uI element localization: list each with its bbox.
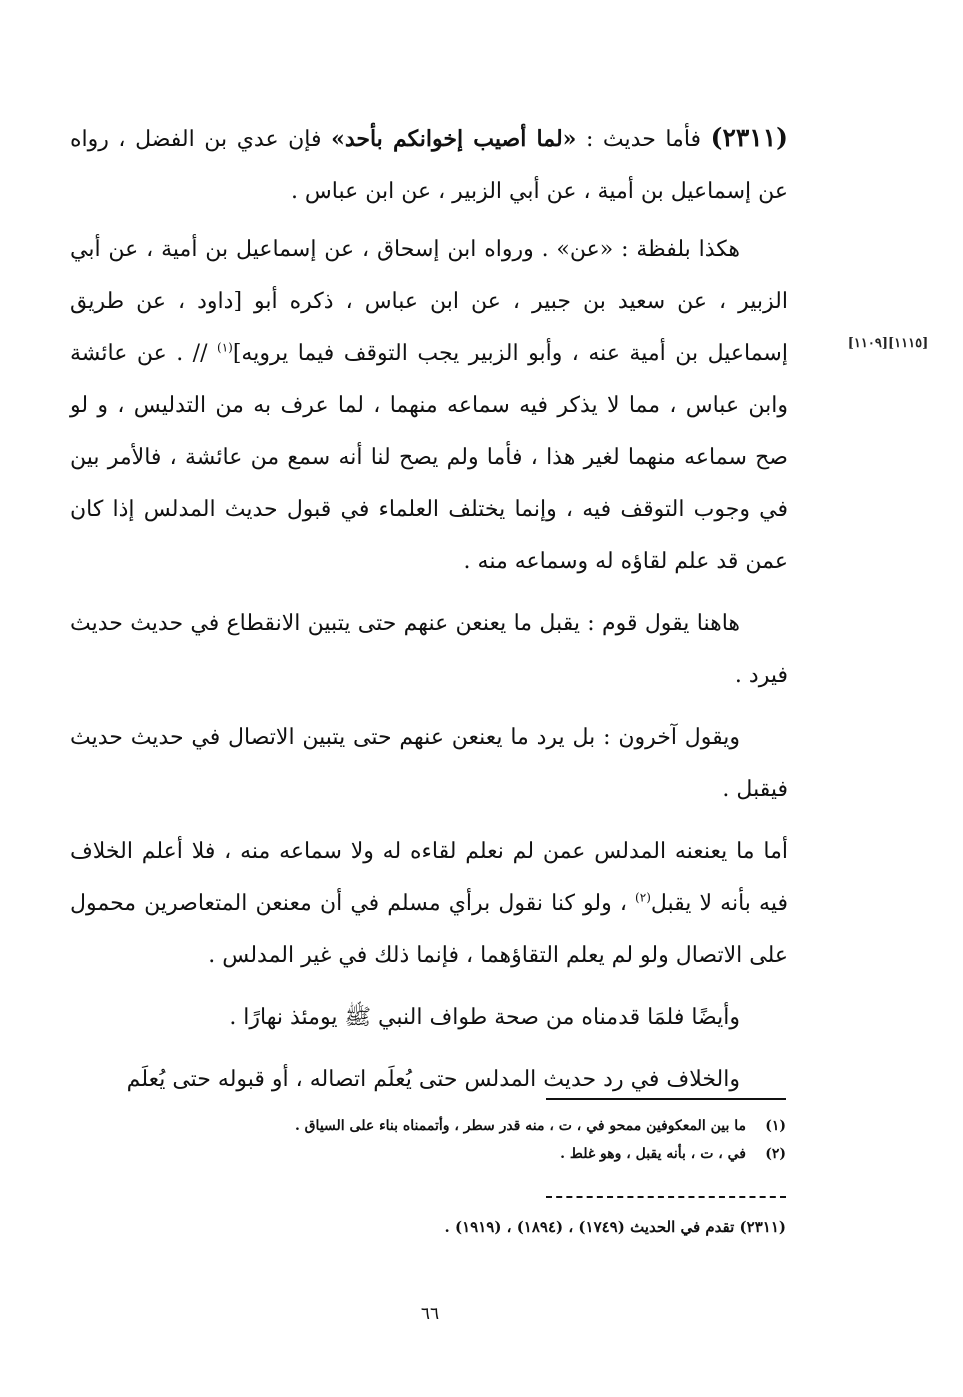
footnote-1 <box>70 1112 786 1140</box>
paragraph-tawaf: وأيضًا فلمَا قدمناه من صحة طواف النبي ﷺ يومئذ نهارًا . <box>229 1005 740 1030</box>
footnote-ref-1: (١) <box>217 340 233 355</box>
footnote-text: ما بين المعكوفين ممحو في ، ت ، منه قدر سطر ، وأتممناه بناء على السياق . <box>294 1118 746 1134</box>
reference-separator <box>546 1196 786 1198</box>
footnote-2 <box>70 1140 786 1168</box>
footnote-separator <box>546 1098 786 1100</box>
footnote-text: في ، ت ، بأنه يقبل ، وهو غلط . <box>560 1146 746 1162</box>
paragraph-hadith-2311 <box>70 112 788 218</box>
reference-text: تقدم في الحديث (١٧٤٩) ، (١٨٩٤) ، (١٩١٩) . <box>444 1218 735 1236</box>
paragraph-second-opinion: ويقول آخرون : بل يرد ما يعنعن عنهم حتى يتبين الاتصال في حديث حديث فيقبل . <box>70 725 788 802</box>
hadith-number: (٢٣١١) <box>710 123 788 152</box>
hadith-text: فإن عدي بن الفضل ، رواه عن إسماعيل بن أمية ، عن أبي الزبير ، عن ابن عباس . <box>70 127 788 204</box>
paragraph-khilaf: والخلاف في رد حديث المدلس حتى يُعلَم اتصاله ، أو قبوله حتى يُعلَم <box>126 1067 740 1092</box>
footnote-number: (٢) <box>765 1146 786 1162</box>
paragraph-mudallis <box>70 826 788 982</box>
cross-reference <box>70 1212 786 1242</box>
reference-number: (٢٣١١) <box>739 1218 786 1236</box>
main-text <box>70 112 788 1116</box>
mudallis-text-b: ، ولو كنا نقول برأي مسلم في أن معنعن المتعاصرين محمول على الاتصال ولو لم يعلم التقاؤهما ، فإنما ذلك في غير المدلس . <box>70 891 788 968</box>
footnote-ref-2: (٢) <box>635 890 651 905</box>
isnad-text-a: هكذا بلفظة : «عن» . ورواه ابن إسحاق ، عن إسماعيل بن أمية ، عن أبي الزبير ، عن سعيد بن جبير ، عن ابن عباس ، ذكره أبو [داود ، عن طريق إسماعيل بن أمية عنه ، وأبو الزبير يجب التوقف فيما يرويه] <box>70 237 788 366</box>
margin-reference: [١١١٥][١١٠٩] <box>847 336 929 351</box>
hadith-lead: فأما حديث : <box>585 127 702 152</box>
hadith-title: «لما أصيب إخوانكم بأحد» <box>331 126 577 152</box>
page-number: ٦٦ <box>420 1304 440 1324</box>
isnad-text-b: // . عن عائشة وابن عباس ، مما لا يذكر فيه سماعه منهما ، لما عرف به من التدليس ، و لو صح سماعه منهما لغير هذا ، فأما ولم يصح لنا أنه سمع من عائشة ، فالأمر بين في وجوب التوقف فيه ، وإنما يختلف العلماء في قبول حديث المدلس إذا كان عمن قد علم لقاؤه له وسماعه منه . <box>70 341 788 574</box>
paragraph-isnad <box>70 224 788 588</box>
paragraph-first-opinion: هاهنا يقول قوم : يقبل ما يعنعن عنهم حتى يتبين الانقطاع في حديث حديث فيرد . <box>70 611 788 688</box>
footnote-number: (١) <box>765 1118 786 1134</box>
footnotes <box>70 1112 786 1168</box>
mudallis-text-a: أما ما يعنعنه المدلس عمن لم نعلم لقاءه له ولا سماعه منه ، فلا أعلم الخلاف فيه بأنه لا يقبل <box>70 839 788 916</box>
